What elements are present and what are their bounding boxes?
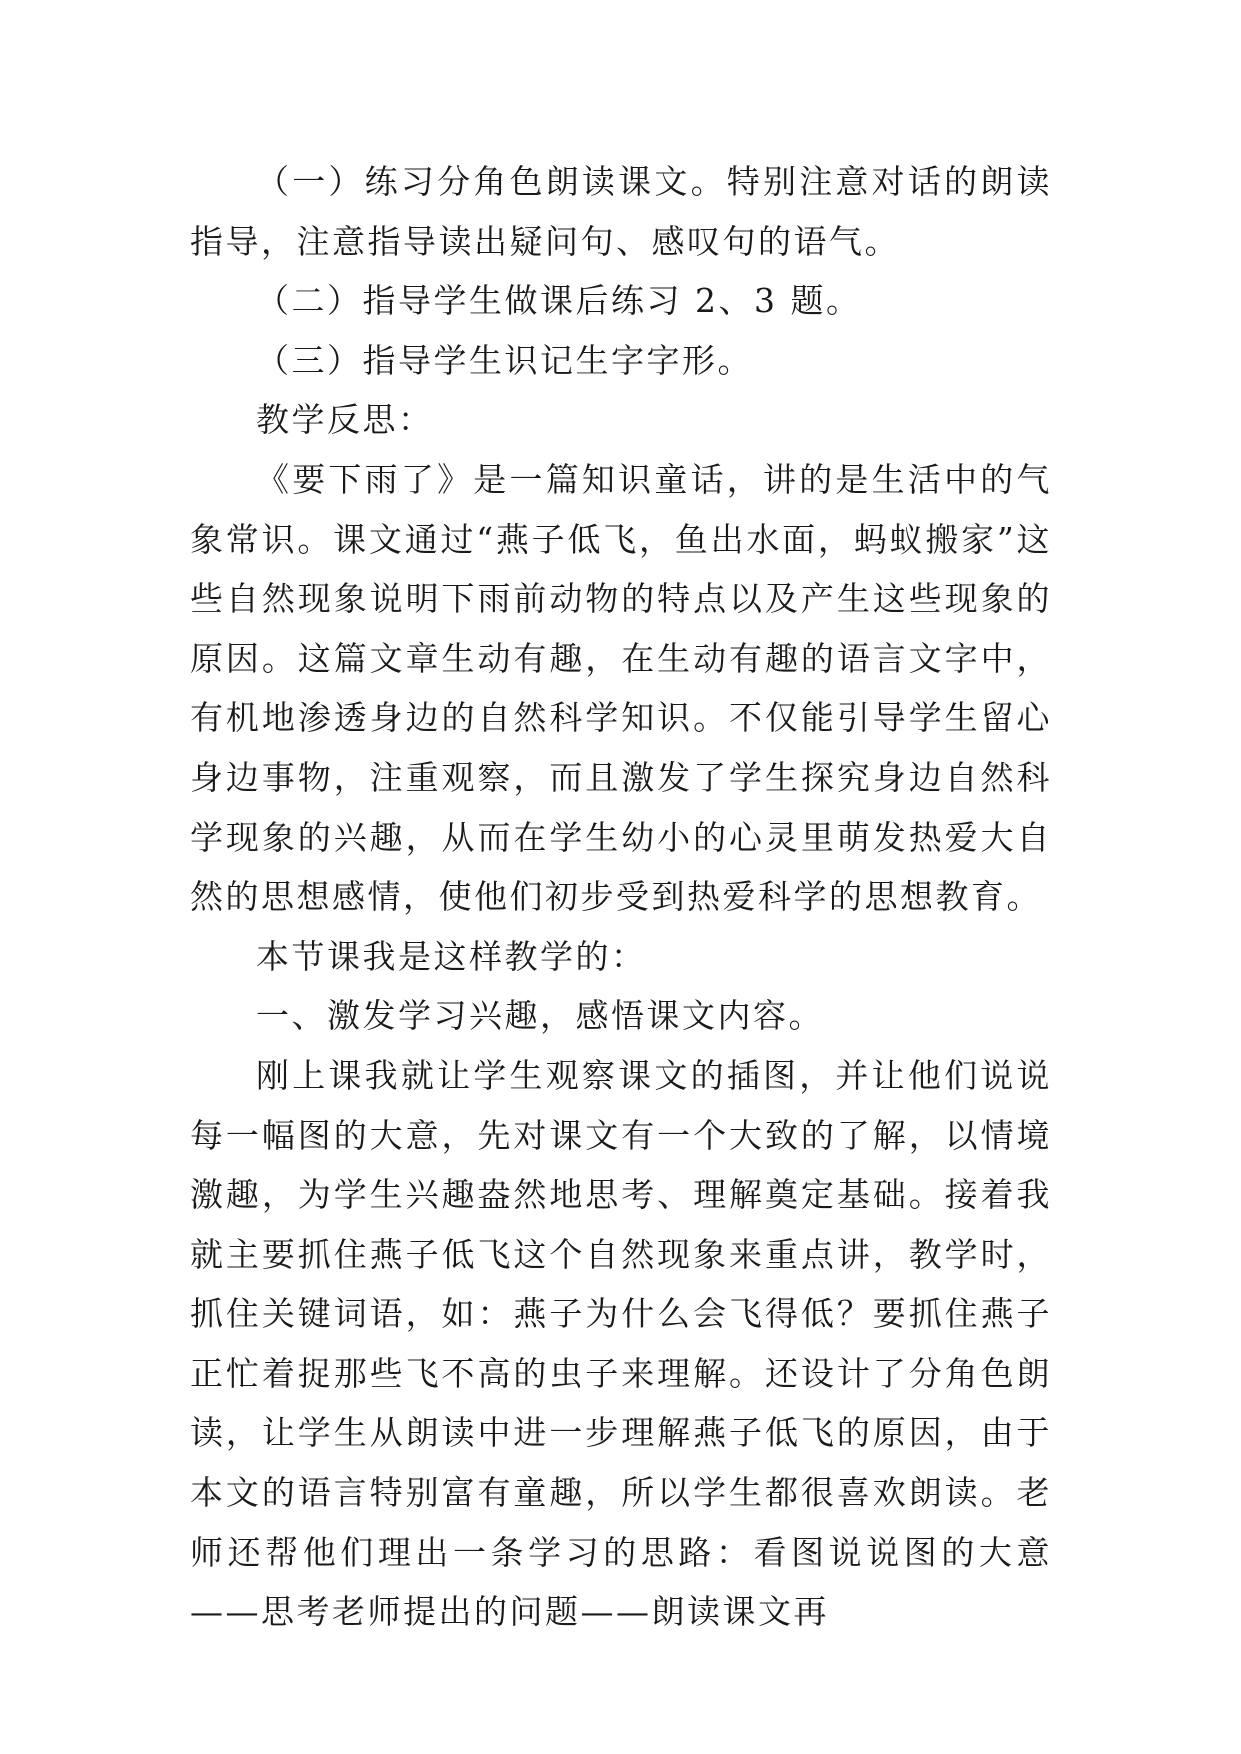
- paragraph-method-heading-1: 一、激发学习兴趣，感悟课文内容。: [256, 996, 824, 1036]
- paragraph-activity-3: （三）指导学生识记生字字形。: [256, 340, 753, 380]
- paragraph-reflection-intro: 《要下雨了》是一篇知识童话，讲的是生活中的气象常识。课文通过“燕子低飞，鱼出水面，蚂蚁搬家”这些自然现象说明下雨前动物的特点以及产生这些现象的原因。这篇文章生动有趣，在生动有趣的语言文字中，有机地渗透身边的自然科学知识。不仅能引导学生留心身边事物，注重观察，而且激发了学生探究身边自然科学现象的兴趣，从而在学生幼小的心灵里萌发热爱大自然的思想感情，使他们初步受到热爱科学的思想教育。: [190, 459, 1052, 917]
- paragraph-activity-1: （一）练习分角色朗读课文。特别注意对话的朗读指导，注意指导读出疑问句、感叹句的语气。: [190, 162, 1052, 261]
- body-text: [190, 152, 1052, 1642]
- paragraph-method-detail: 刚上课我就让学生观察课文的插图，并让他们说说每一幅图的大意，先对课文有一个大致的了解，以情境激趣，为学生兴趣盎然地思考、理解奠定基础。接着我就主要抓住燕子低飞这个自然现象来重点讲，教学时，抓住关键词语，如：燕子为什么会飞得低？要抓住燕子正忙着捉那些飞不高的虫子来理解。还设计了分角色朗读，让学生从朗读中进一步理解燕子低飞的原因，由于本文的语言特别富有童趣，所以学生都很喜欢朗读。老师还帮他们理出一条学习的思路：看图说说图的大意——思考老师提出的问题——朗读课文再: [190, 1055, 1052, 1632]
- section-heading-reflection: 教学反思：: [256, 400, 434, 440]
- paragraph-method-lead: 本节课我是这样教学的：: [256, 936, 647, 976]
- paragraph-activity-2: （二）指导学生做课后练习 2、3 题。: [256, 281, 862, 321]
